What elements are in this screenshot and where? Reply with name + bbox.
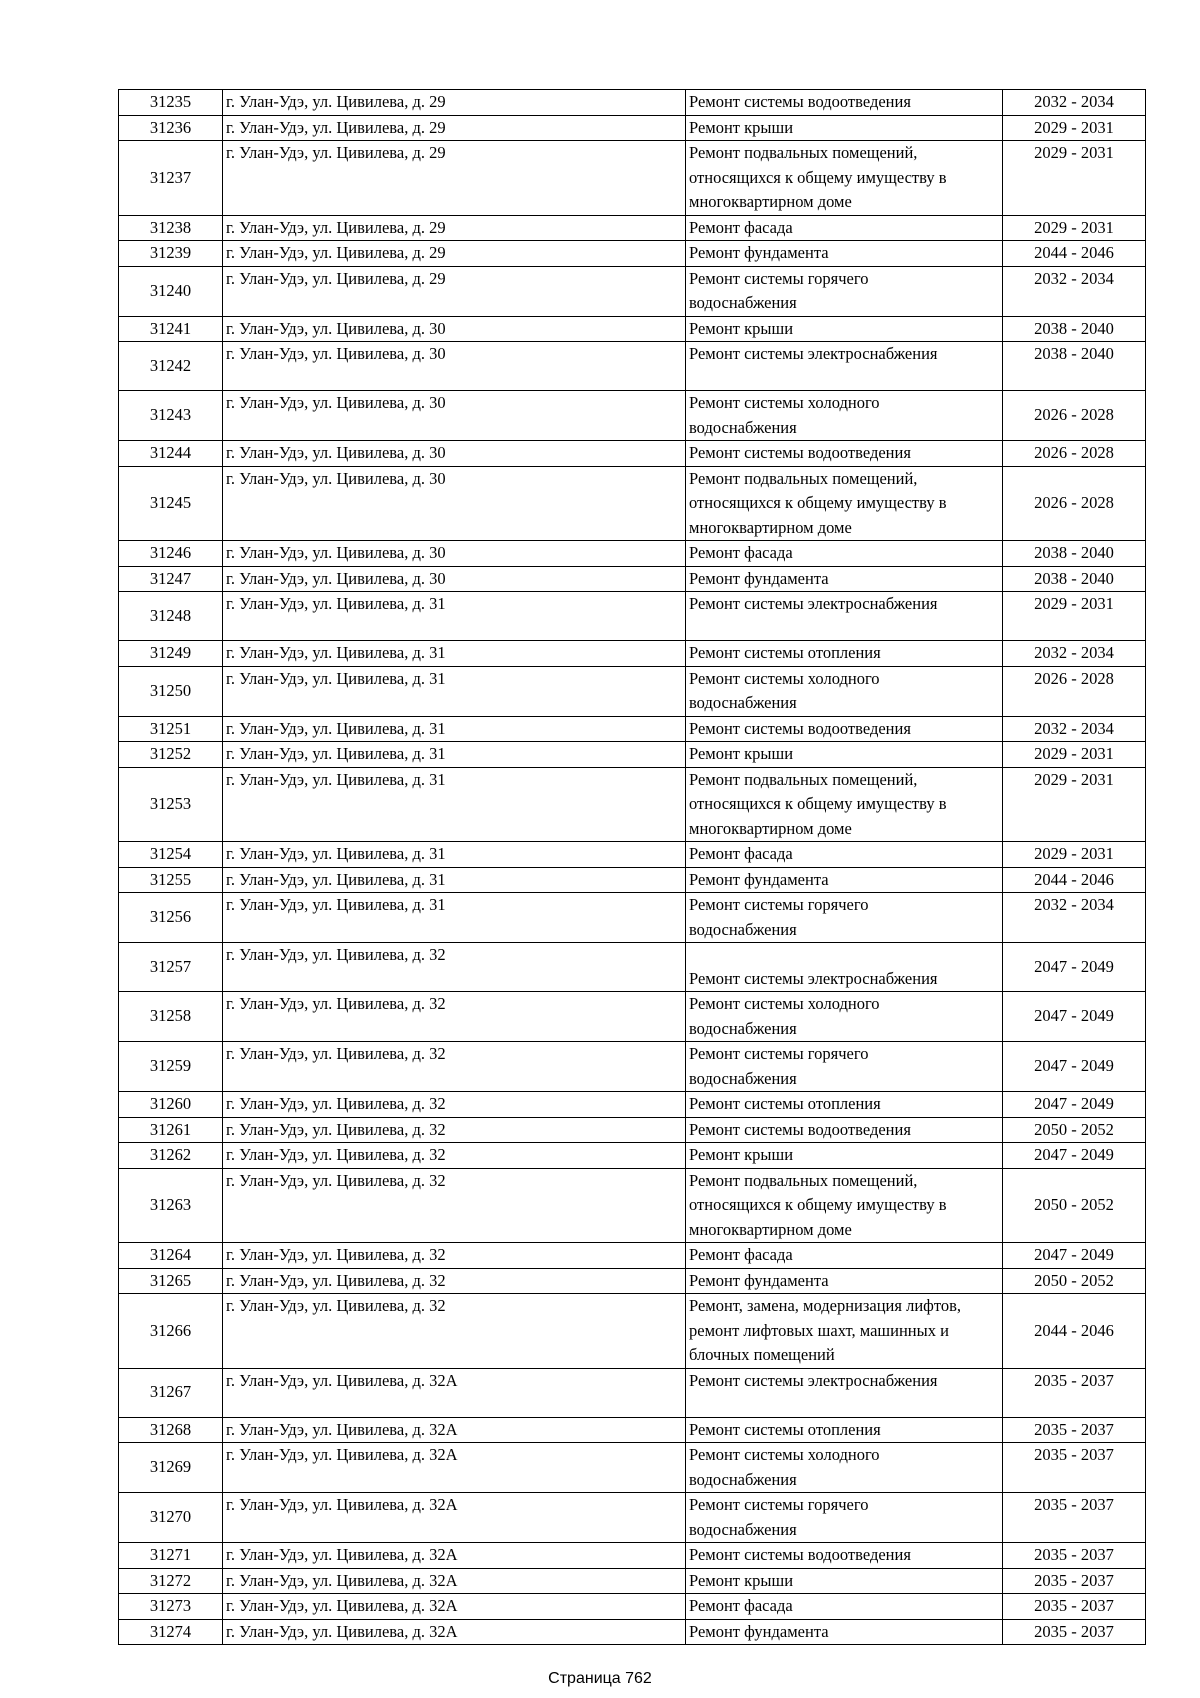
record-number-cell: 31243 <box>119 391 223 441</box>
address-cell: г. Улан-Удэ, ул. Цивилева, д. 32А <box>223 1417 686 1443</box>
table-row <box>119 1443 1146 1493</box>
table-row <box>119 1543 1146 1569</box>
record-number-cell: 31245 <box>119 466 223 541</box>
work-type-cell <box>686 1368 1003 1417</box>
address-cell: г. Улан-Удэ, ул. Цивилева, д. 31 <box>223 842 686 868</box>
table-row <box>119 943 1146 992</box>
address-cell: г. Улан-Удэ, ул. Цивилева, д. 31 <box>223 716 686 742</box>
period-cell: 2026 - 2028 <box>1003 666 1146 716</box>
record-number-cell: 31260 <box>119 1092 223 1118</box>
record-number-cell: 31241 <box>119 316 223 342</box>
work-type-line: Ремонт системы горячего <box>689 1044 869 1063</box>
work-type-cell <box>686 992 1003 1042</box>
work-type-line: Ремонт фундамента <box>689 869 829 889</box>
address-cell: г. Улан-Удэ, ул. Цивилева, д. 29 <box>223 215 686 241</box>
page-number: Страница 762 <box>548 1670 652 1687</box>
work-type-cell <box>686 641 1003 667</box>
table-row <box>119 1143 1146 1169</box>
table-row <box>119 867 1146 893</box>
record-number-cell: 31251 <box>119 716 223 742</box>
work-type-line: Ремонт системы холодного <box>689 994 880 1013</box>
address-cell: г. Улан-Удэ, ул. Цивилева, д. 32 <box>223 1168 686 1243</box>
record-number-cell: 31244 <box>119 441 223 467</box>
work-type-line: Ремонт системы отопления <box>689 1094 881 1113</box>
record-number-cell: 31246 <box>119 541 223 567</box>
period-cell: 2038 - 2040 <box>1003 316 1146 342</box>
work-type-line: Ремонт подвальных помещений, <box>689 468 918 488</box>
work-type-line: ремонт лифтовых шахт, машинных и <box>689 1320 949 1340</box>
work-type-cell <box>686 1417 1003 1443</box>
address-cell: г. Улан-Удэ, ул. Цивилева, д. 32А <box>223 1619 686 1645</box>
address-cell: г. Улан-Удэ, ул. Цивилева, д. 31 <box>223 867 686 893</box>
work-type-cell <box>686 342 1003 391</box>
work-type-cell <box>686 1594 1003 1620</box>
work-type-line: многоквартирном доме <box>689 818 852 838</box>
period-cell: 2050 - 2052 <box>1003 1268 1146 1294</box>
period-cell: 2035 - 2037 <box>1003 1493 1146 1543</box>
period-cell: 2047 - 2049 <box>1003 1143 1146 1169</box>
period-cell: 2029 - 2031 <box>1003 215 1146 241</box>
table-row <box>119 1594 1146 1620</box>
record-number-cell: 31242 <box>119 342 223 391</box>
table-row <box>119 342 1146 391</box>
period-cell: 2029 - 2031 <box>1003 115 1146 141</box>
table-row <box>119 115 1146 141</box>
work-type-line: многоквартирном доме <box>689 192 852 211</box>
record-number-cell: 31239 <box>119 241 223 267</box>
record-number-cell: 31237 <box>119 141 223 216</box>
work-type-line: Ремонт фасада <box>689 1245 793 1264</box>
period-cell: 2029 - 2031 <box>1003 767 1146 842</box>
work-type-line: Ремонт системы водоотведения <box>689 92 911 111</box>
work-type-line: Ремонт подвальных помещений, <box>689 769 918 789</box>
period-cell: 2026 - 2028 <box>1003 391 1146 441</box>
work-type-cell <box>686 141 1003 216</box>
address-cell: г. Улан-Удэ, ул. Цивилева, д. 32 <box>223 943 686 992</box>
record-number-cell: 31247 <box>119 566 223 592</box>
work-type-cell <box>686 1543 1003 1569</box>
work-type-line: Ремонт крыши <box>689 1570 794 1590</box>
work-type-cell <box>686 441 1003 467</box>
table-row <box>119 767 1146 842</box>
work-type-cell <box>686 215 1003 241</box>
record-number-cell: 31240 <box>119 266 223 316</box>
table-body <box>119 90 1146 1645</box>
work-type-cell <box>686 1168 1003 1243</box>
period-cell: 2035 - 2037 <box>1003 1443 1146 1493</box>
table-row <box>119 1619 1146 1645</box>
period-cell: 2038 - 2040 <box>1003 342 1146 391</box>
period-cell: 2032 - 2034 <box>1003 641 1146 667</box>
work-type-line: Ремонт фундамента <box>689 1621 829 1641</box>
work-type-line: относящихся к общему имуществу в <box>689 794 947 813</box>
work-type-cell <box>686 391 1003 441</box>
table-row <box>119 1268 1146 1294</box>
work-type-cell <box>686 1268 1003 1294</box>
work-type-line: водоснабжения <box>689 919 797 939</box>
work-type-cell <box>686 1443 1003 1493</box>
table-row <box>119 592 1146 641</box>
record-number-cell: 31257 <box>119 943 223 992</box>
record-number-cell: 31259 <box>119 1042 223 1092</box>
table-row <box>119 1042 1146 1092</box>
work-type-line: Ремонт системы отопления <box>689 1419 881 1439</box>
address-cell: г. Улан-Удэ, ул. Цивилева, д. 32 <box>223 1042 686 1092</box>
address-cell: г. Улан-Удэ, ул. Цивилева, д. 32 <box>223 1117 686 1143</box>
work-type-line: водоснабжения <box>689 1018 797 1038</box>
work-type-line: Ремонт фундамента <box>689 243 829 262</box>
work-type-line: Ремонт крыши <box>689 1145 794 1164</box>
table-row <box>119 1092 1146 1118</box>
address-cell: г. Улан-Удэ, ул. Цивилева, д. 32 <box>223 992 686 1042</box>
table-row <box>119 1243 1146 1269</box>
work-type-line: блочных помещений <box>689 1345 835 1364</box>
period-cell: 2047 - 2049 <box>1003 1042 1146 1092</box>
work-type-line: Ремонт системы горячего <box>689 1495 869 1514</box>
work-type-line: Ремонт системы водоотведения <box>689 718 911 738</box>
table-row <box>119 893 1146 943</box>
period-cell: 2026 - 2028 <box>1003 441 1146 467</box>
record-number-cell: 31253 <box>119 767 223 842</box>
work-type-line: многоквартирном доме <box>689 517 852 537</box>
record-number-cell: 31266 <box>119 1294 223 1369</box>
work-type-line: Ремонт системы горячего <box>689 268 869 288</box>
table-row <box>119 641 1146 667</box>
period-cell: 2047 - 2049 <box>1003 943 1146 992</box>
table-row <box>119 716 1146 742</box>
address-cell: г. Улан-Удэ, ул. Цивилева, д. 32 <box>223 1294 686 1369</box>
record-number-cell: 31274 <box>119 1619 223 1645</box>
address-cell: г. Улан-Удэ, ул. Цивилева, д. 32 <box>223 1092 686 1118</box>
work-type-cell <box>686 90 1003 116</box>
period-cell: 2044 - 2046 <box>1003 867 1146 893</box>
address-cell: г. Улан-Удэ, ул. Цивилева, д. 29 <box>223 115 686 141</box>
work-type-cell <box>686 1493 1003 1543</box>
period-cell: 2032 - 2034 <box>1003 90 1146 116</box>
work-type-cell <box>686 1042 1003 1092</box>
period-cell: 2029 - 2031 <box>1003 592 1146 641</box>
work-type-line: Ремонт фундамента <box>689 568 829 588</box>
period-cell: 2035 - 2037 <box>1003 1568 1146 1594</box>
record-number-cell: 31270 <box>119 1493 223 1543</box>
record-number-cell: 31256 <box>119 893 223 943</box>
period-cell: 2026 - 2028 <box>1003 466 1146 541</box>
period-cell: 2029 - 2031 <box>1003 141 1146 216</box>
work-type-line: Ремонт подвальных помещений, <box>689 143 918 162</box>
address-cell: г. Улан-Удэ, ул. Цивилева, д. 30 <box>223 566 686 592</box>
address-cell: г. Улан-Удэ, ул. Цивилева, д. 32 <box>223 1143 686 1169</box>
address-cell: г. Улан-Удэ, ул. Цивилева, д. 30 <box>223 441 686 467</box>
address-cell: г. Улан-Удэ, ул. Цивилева, д. 31 <box>223 666 686 716</box>
period-cell: 2047 - 2049 <box>1003 1243 1146 1269</box>
work-type-line: многоквартирном доме <box>689 1219 852 1239</box>
period-cell: 2044 - 2046 <box>1003 241 1146 267</box>
record-number-cell: 31258 <box>119 992 223 1042</box>
work-type-cell <box>686 666 1003 716</box>
address-cell: г. Улан-Удэ, ул. Цивилева, д. 31 <box>223 893 686 943</box>
table-row <box>119 1168 1146 1243</box>
address-cell: г. Улан-Удэ, ул. Цивилева, д. 29 <box>223 266 686 316</box>
address-cell: г. Улан-Удэ, ул. Цивилева, д. 32А <box>223 1543 686 1569</box>
address-cell: г. Улан-Удэ, ул. Цивилева, д. 31 <box>223 742 686 768</box>
work-type-line: Ремонт фасада <box>689 1596 793 1615</box>
record-number-cell: 31267 <box>119 1368 223 1417</box>
work-type-cell <box>686 1243 1003 1269</box>
work-type-cell <box>686 115 1003 141</box>
table-row <box>119 566 1146 592</box>
work-type-line: Ремонт системы электроснабжения <box>689 344 938 363</box>
record-number-cell: 31272 <box>119 1568 223 1594</box>
work-type-line: водоснабжения <box>689 693 797 712</box>
work-type-cell <box>686 1294 1003 1369</box>
period-cell: 2044 - 2046 <box>1003 1294 1146 1369</box>
work-type-line: Ремонт системы холодного <box>689 668 880 688</box>
work-type-line: водоснабжения <box>689 293 797 312</box>
period-cell: 2038 - 2040 <box>1003 541 1146 567</box>
period-cell: 2032 - 2034 <box>1003 266 1146 316</box>
record-number-cell: 31252 <box>119 742 223 768</box>
period-cell: 2029 - 2031 <box>1003 742 1146 768</box>
record-number-cell: 31249 <box>119 641 223 667</box>
work-type-line: Ремонт фасада <box>689 217 793 237</box>
work-type-cell <box>686 716 1003 742</box>
table-row <box>119 266 1146 316</box>
table-row <box>119 666 1146 716</box>
work-type-line: Ремонт системы холодного <box>689 1445 880 1464</box>
work-type-cell <box>686 1568 1003 1594</box>
table-row <box>119 742 1146 768</box>
work-type-line: Ремонт системы холодного <box>689 393 880 412</box>
address-cell: г. Улан-Удэ, ул. Цивилева, д. 31 <box>223 592 686 641</box>
work-type-cell <box>686 316 1003 342</box>
table-row <box>119 1294 1146 1369</box>
period-cell: 2035 - 2037 <box>1003 1417 1146 1443</box>
work-type-line: Ремонт системы водоотведения <box>689 443 911 462</box>
work-type-cell <box>686 1143 1003 1169</box>
work-type-cell <box>686 867 1003 893</box>
table-row <box>119 391 1146 441</box>
work-type-cell <box>686 266 1003 316</box>
period-cell: 2032 - 2034 <box>1003 893 1146 943</box>
record-number-cell: 31263 <box>119 1168 223 1243</box>
work-type-cell <box>686 592 1003 641</box>
work-type-line: водоснабжения <box>689 1519 797 1539</box>
address-cell: г. Улан-Удэ, ул. Цивилева, д. 31 <box>223 767 686 842</box>
work-type-line: Ремонт крыши <box>689 318 794 338</box>
table-row <box>119 316 1146 342</box>
table-row <box>119 992 1146 1042</box>
work-type-line: Ремонт системы отопления <box>689 643 881 662</box>
period-cell: 2047 - 2049 <box>1003 992 1146 1042</box>
period-cell: 2050 - 2052 <box>1003 1117 1146 1143</box>
record-number-cell: 31264 <box>119 1243 223 1269</box>
work-type-line: относящихся к общему имуществу в <box>689 1195 947 1214</box>
work-type-line: Ремонт крыши <box>689 117 794 137</box>
table-row <box>119 1117 1146 1143</box>
work-type-line: Ремонт системы электроснабжения <box>689 968 938 988</box>
address-cell: г. Улан-Удэ, ул. Цивилева, д. 32 <box>223 1243 686 1269</box>
work-type-line: водоснабжения <box>689 1469 797 1489</box>
record-number-cell: 31255 <box>119 867 223 893</box>
work-type-line: Ремонт крыши <box>689 744 794 763</box>
address-cell: г. Улан-Удэ, ул. Цивилева, д. 32А <box>223 1443 686 1493</box>
record-number-cell: 31248 <box>119 592 223 641</box>
address-cell: г. Улан-Удэ, ул. Цивилева, д. 30 <box>223 391 686 441</box>
table-row <box>119 1368 1146 1417</box>
period-cell: 2038 - 2040 <box>1003 566 1146 592</box>
period-cell: 2047 - 2049 <box>1003 1092 1146 1118</box>
address-cell: г. Улан-Удэ, ул. Цивилева, д. 30 <box>223 342 686 391</box>
table-row <box>119 466 1146 541</box>
record-number-cell: 31235 <box>119 90 223 116</box>
record-number-cell: 31261 <box>119 1117 223 1143</box>
table-row <box>119 441 1146 467</box>
table-row <box>119 1568 1146 1594</box>
address-cell: г. Улан-Удэ, ул. Цивилева, д. 32А <box>223 1493 686 1543</box>
period-cell: 2035 - 2037 <box>1003 1543 1146 1569</box>
period-cell: 2035 - 2037 <box>1003 1594 1146 1620</box>
work-type-line: Ремонт системы электроснабжения <box>689 594 938 613</box>
work-type-line: Ремонт системы водоотведения <box>689 1545 911 1564</box>
record-number-cell: 31269 <box>119 1443 223 1493</box>
table-row <box>119 90 1146 116</box>
address-cell: г. Улан-Удэ, ул. Цивилева, д. 30 <box>223 316 686 342</box>
work-type-line: Ремонт подвальных помещений, <box>689 1170 918 1190</box>
work-type-line: Ремонт фасада <box>689 844 793 863</box>
table-row <box>119 1417 1146 1443</box>
work-type-line: Ремонт системы горячего <box>689 895 869 914</box>
period-cell: 2035 - 2037 <box>1003 1619 1146 1645</box>
table-row <box>119 842 1146 868</box>
work-type-line: относящихся к общему имуществу в <box>689 493 947 512</box>
address-cell: г. Улан-Удэ, ул. Цивилева, д. 32 <box>223 1268 686 1294</box>
period-cell: 2029 - 2031 <box>1003 842 1146 868</box>
work-type-cell <box>686 241 1003 267</box>
record-number-cell: 31271 <box>119 1543 223 1569</box>
work-type-line: водоснабжения <box>689 417 797 437</box>
record-number-cell: 31262 <box>119 1143 223 1169</box>
record-number-cell: 31250 <box>119 666 223 716</box>
work-type-line: Ремонт фасада <box>689 543 793 562</box>
work-type-cell <box>686 541 1003 567</box>
work-type-cell <box>686 1092 1003 1118</box>
record-number-cell: 31273 <box>119 1594 223 1620</box>
address-cell: г. Улан-Удэ, ул. Цивилева, д. 29 <box>223 241 686 267</box>
work-type-line: водоснабжения <box>689 1068 797 1088</box>
period-cell: 2035 - 2037 <box>1003 1368 1146 1417</box>
work-type-cell <box>686 566 1003 592</box>
work-type-line: Ремонт системы электроснабжения <box>689 1370 938 1390</box>
work-type-cell <box>686 742 1003 768</box>
work-type-cell <box>686 1619 1003 1645</box>
work-type-line: Ремонт системы водоотведения <box>689 1119 911 1139</box>
record-number-cell: 31236 <box>119 115 223 141</box>
table-row <box>119 241 1146 267</box>
work-type-cell <box>686 893 1003 943</box>
address-cell: г. Улан-Удэ, ул. Цивилева, д. 29 <box>223 141 686 216</box>
address-cell: г. Улан-Удэ, ул. Цивилева, д. 31 <box>223 641 686 667</box>
record-number-cell: 31268 <box>119 1417 223 1443</box>
address-cell: г. Улан-Удэ, ул. Цивилева, д. 32А <box>223 1568 686 1594</box>
table-row <box>119 541 1146 567</box>
address-cell: г. Улан-Удэ, ул. Цивилева, д. 32А <box>223 1594 686 1620</box>
work-type-cell <box>686 943 1003 992</box>
work-type-line: Ремонт, замена, модернизация лифтов, <box>689 1296 962 1315</box>
table-row <box>119 141 1146 216</box>
table-row <box>119 1493 1146 1543</box>
capital-repair-table <box>118 89 1146 1645</box>
work-type-cell <box>686 842 1003 868</box>
record-number-cell: 31254 <box>119 842 223 868</box>
table-row <box>119 215 1146 241</box>
work-type-cell <box>686 466 1003 541</box>
address-cell: г. Улан-Удэ, ул. Цивилева, д. 32А <box>223 1368 686 1417</box>
address-cell: г. Улан-Удэ, ул. Цивилева, д. 29 <box>223 90 686 116</box>
address-cell: г. Улан-Удэ, ул. Цивилева, д. 30 <box>223 541 686 567</box>
work-type-line: Ремонт фундамента <box>689 1270 829 1290</box>
work-type-cell <box>686 1117 1003 1143</box>
record-number-cell: 31238 <box>119 215 223 241</box>
record-number-cell: 31265 <box>119 1268 223 1294</box>
work-type-cell <box>686 767 1003 842</box>
address-cell: г. Улан-Удэ, ул. Цивилева, д. 30 <box>223 466 686 541</box>
work-type-line: относящихся к общему имуществу в <box>689 167 947 187</box>
period-cell: 2050 - 2052 <box>1003 1168 1146 1243</box>
period-cell: 2032 - 2034 <box>1003 716 1146 742</box>
